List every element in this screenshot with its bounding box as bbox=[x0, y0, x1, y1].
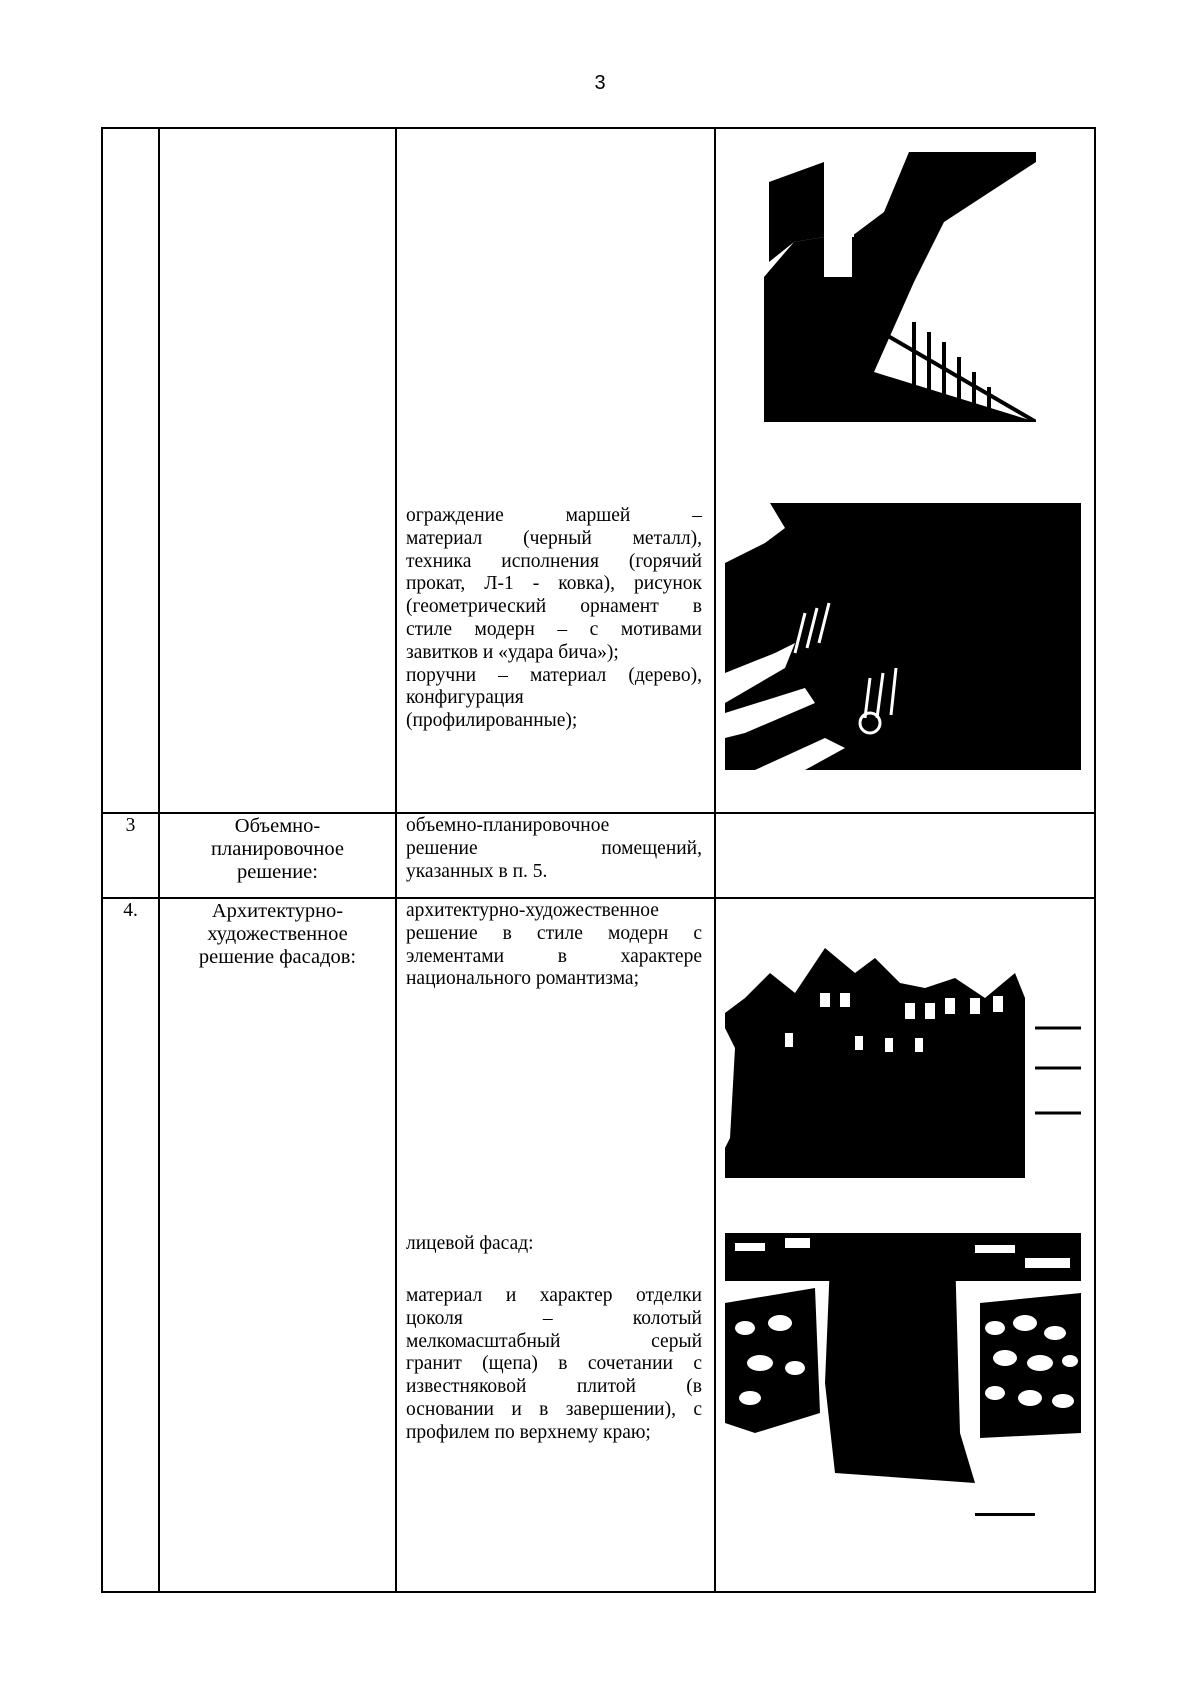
description-line: архитектурно-художественное bbox=[406, 900, 659, 921]
railing-line: материал (черный металл), bbox=[406, 527, 702, 549]
table-border-right bbox=[1094, 127, 1096, 1593]
plinth-line: гранит (щепа) в сочетании с bbox=[406, 1353, 702, 1375]
staircase-ornament-photo bbox=[725, 503, 1081, 770]
table-border-top bbox=[101, 127, 1096, 129]
description-line: решение в стиле модерн с bbox=[406, 922, 702, 944]
railing-line: прокат, Л-1 - ковка), рисунок bbox=[406, 573, 702, 595]
section-title-line: художественное bbox=[207, 922, 348, 945]
description-line: элементами в характере bbox=[406, 945, 702, 967]
row-number: 3 bbox=[125, 815, 136, 836]
plinth-line: профилем по верхнему краю; bbox=[406, 1421, 651, 1443]
description-line: объемно-планировочное bbox=[406, 815, 610, 836]
railing-line: (профилированные); bbox=[406, 710, 578, 732]
plinth-line: известняковой плитой (в bbox=[406, 1376, 702, 1398]
railing-line: конфигурация bbox=[406, 687, 524, 709]
railing-line: техника исполнения (горячий bbox=[406, 550, 702, 572]
description-line: решение помещений, bbox=[406, 837, 702, 859]
railing-line: поручни – материал (дерево), bbox=[406, 664, 702, 686]
railing-line: стиле модерн – с мотивами bbox=[406, 618, 702, 640]
railing-description bbox=[406, 505, 702, 733]
row-divider-3 bbox=[101, 812, 1096, 814]
row-divider-4 bbox=[101, 897, 1096, 899]
granite-plinth-photo bbox=[725, 1233, 1081, 1521]
plinth-line: цоколя – колотый bbox=[406, 1307, 702, 1329]
railing-line: завитков и «удара бича»); bbox=[406, 641, 619, 663]
section-title-line: Архитектурно- bbox=[211, 900, 344, 922]
section-title bbox=[160, 815, 395, 883]
description-line: национального романтизма; bbox=[406, 968, 640, 990]
section-title-line: планировочное bbox=[211, 837, 344, 860]
section-title bbox=[160, 900, 395, 968]
table-border-left bbox=[101, 127, 103, 1593]
staircase-railing-photo bbox=[764, 152, 1036, 422]
plinth-line: основании и в завершении), с bbox=[406, 1398, 702, 1420]
building-facade-photo bbox=[725, 938, 1081, 1198]
railing-line: (геометрический орнамент в bbox=[406, 596, 702, 618]
facade-heading: лицевой фасад: bbox=[406, 1233, 534, 1254]
row-number: 4. bbox=[123, 900, 138, 921]
section-title-line: решение фасадов: bbox=[198, 945, 357, 968]
column-divider-2 bbox=[395, 127, 397, 1593]
section-title-line: решение: bbox=[237, 860, 318, 883]
plinth-line: материал и характер отделки bbox=[406, 1285, 702, 1306]
table-border-bottom bbox=[101, 1591, 1096, 1593]
section-description bbox=[406, 815, 702, 883]
section-title-line: Объемно- bbox=[234, 815, 321, 837]
column-divider-3 bbox=[714, 127, 716, 1593]
page-number: 3 bbox=[594, 72, 606, 94]
plinth-line: мелкомасштабный серый bbox=[406, 1330, 702, 1352]
railing-line: ограждение маршей – bbox=[406, 505, 702, 526]
section-description bbox=[406, 900, 702, 991]
plinth-description bbox=[406, 1285, 702, 1445]
description-line: указанных в п. 5. bbox=[406, 860, 548, 882]
